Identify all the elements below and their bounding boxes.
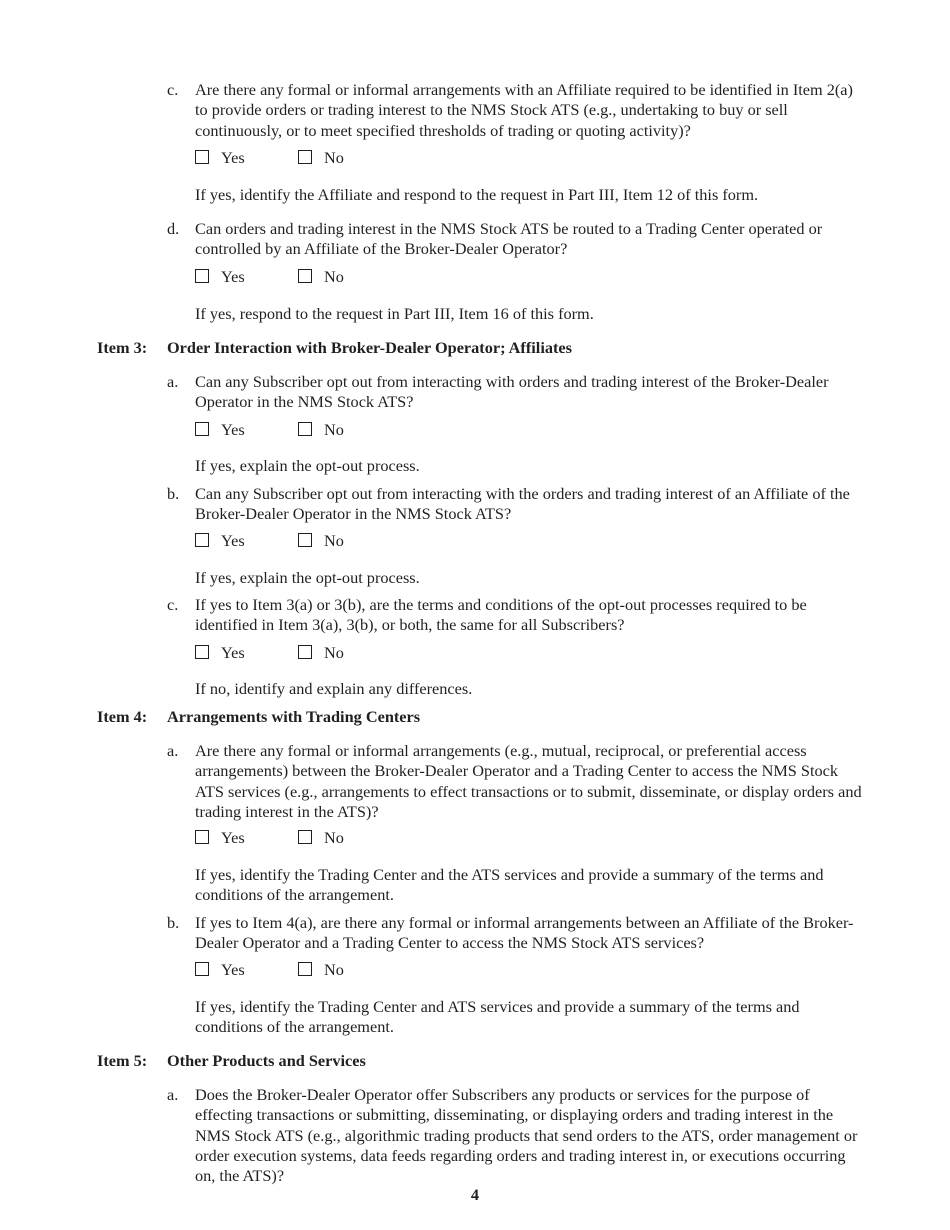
question-2c <box>167 80 867 141</box>
no-label: No <box>324 828 344 847</box>
item-title: Other Products and Services <box>167 1051 366 1070</box>
page-number: 4 <box>470 1185 480 1204</box>
followup-3b: If yes, explain the opt-out process. <box>195 568 420 587</box>
no-label: No <box>324 960 344 979</box>
yes-checkbox-2c[interactable] <box>195 150 209 164</box>
yes-label: Yes <box>221 828 245 847</box>
no-checkbox-2d[interactable] <box>298 269 312 283</box>
yes-label: Yes <box>221 531 245 550</box>
item-title: Order Interaction with Broker-Dealer Operator; Affiliates <box>167 338 572 357</box>
yes-checkbox-3c[interactable] <box>195 645 209 659</box>
question-text: Are there any formal or informal arrangements with an Affiliate required to be identified in Item 2(a) to provide orders or trading interest to the NMS Stock ATS (e.g., undertaking to buy or sell continuously, or to meet specified thresholds of trading or quoting activity)? <box>195 80 853 140</box>
question-3b <box>167 484 867 525</box>
yes-label: Yes <box>221 267 245 286</box>
yes-label: Yes <box>221 960 245 979</box>
item-number: Item 5: <box>97 1051 148 1070</box>
question-letter: c. <box>167 595 179 614</box>
question-text: If yes to Item 4(a), are there any formal or informal arrangements between an Affiliate of the Broker-Dealer Operator and a Trading Center to access the NMS Stock ATS services? <box>195 913 854 953</box>
question-letter: b. <box>167 484 180 503</box>
question-3a <box>167 372 867 413</box>
question-letter: b. <box>167 913 180 932</box>
item-title: Arrangements with Trading Centers <box>167 707 421 726</box>
question-text: Can orders and trading interest in the NMS Stock ATS be routed to a Trading Center operated or controlled by an Affiliate of the Broker-Dealer Operator? <box>195 219 823 259</box>
question-2d <box>167 219 867 260</box>
question-4a <box>167 741 867 822</box>
question-text: Does the Broker-Dealer Operator offer Subscribers any products or services for the purpose of effecting transactions or submitting, disseminating, or displaying orders and trading interest in the NMS Stock ATS (e.g., algorithmic trading products that send orders to the ATS, order management or order execution systems, data feeds regarding orders and trading interest in, or executions occurring on, the ATS)? <box>195 1085 858 1186</box>
followup-2d: If yes, respond to the request in Part III, Item 16 of this form. <box>195 304 594 323</box>
followup-4b: If yes, identify the Trading Center and ATS services and provide a summary of the terms and conditions of the arrangement. <box>195 997 800 1037</box>
followup-3a: If yes, explain the opt-out process. <box>195 456 420 475</box>
followup-2c: If yes, identify the Affiliate and respond to the request in Part III, Item 12 of this form. <box>195 185 759 204</box>
question-letter: d. <box>167 219 180 238</box>
no-checkbox-3a[interactable] <box>298 422 312 436</box>
question-text: Can any Subscriber opt out from interacting with orders and trading interest of the Broker-Dealer Operator in the NMS Stock ATS? <box>195 372 829 412</box>
item-number: Item 3: <box>97 338 148 357</box>
question-letter: a. <box>167 372 179 391</box>
yes-checkbox-2d[interactable] <box>195 269 209 283</box>
yes-label: Yes <box>221 420 245 439</box>
no-checkbox-4a[interactable] <box>298 830 312 844</box>
no-label: No <box>324 267 344 286</box>
yes-label: Yes <box>221 643 245 662</box>
yes-checkbox-4a[interactable] <box>195 830 209 844</box>
no-label: No <box>324 148 344 167</box>
question-4b <box>167 913 867 954</box>
no-checkbox-3b[interactable] <box>298 533 312 547</box>
question-letter: a. <box>167 741 179 760</box>
no-checkbox-2c[interactable] <box>298 150 312 164</box>
followup-3c: If no, identify and explain any differences. <box>195 679 473 698</box>
followup-4a: If yes, identify the Trading Center and the ATS services and provide a summary of the terms and conditions of the arrangement. <box>195 865 824 905</box>
no-checkbox-4b[interactable] <box>298 962 312 976</box>
question-3c <box>167 595 867 636</box>
question-text: If yes to Item 3(a) or 3(b), are the terms and conditions of the opt-out processes required to be identified in Item 3(a), 3(b), or both, the same for all Subscribers? <box>195 595 807 635</box>
question-text: Can any Subscriber opt out from interacting with the orders and trading interest of an Affiliate of the Broker-Dealer Operator in the NMS Stock ATS? <box>195 484 850 524</box>
question-5a <box>167 1085 867 1186</box>
question-letter: a. <box>167 1085 179 1104</box>
yes-checkbox-3b[interactable] <box>195 533 209 547</box>
question-text: Are there any formal or informal arrangements (e.g., mutual, reciprocal, or preferential access arrangements) between the Broker-Dealer Operator and a Trading Center to access the NMS Stock ATS services (e.g., arrangements to effect transactions or to submit, disseminate, or display orders and trading interest in the ATS)? <box>195 741 862 821</box>
item-number: Item 4: <box>97 707 148 726</box>
no-label: No <box>324 531 344 550</box>
no-checkbox-3c[interactable] <box>298 645 312 659</box>
no-label: No <box>324 643 344 662</box>
question-letter: c. <box>167 80 179 99</box>
yes-checkbox-4b[interactable] <box>195 962 209 976</box>
no-label: No <box>324 420 344 439</box>
yes-label: Yes <box>221 148 245 167</box>
yes-checkbox-3a[interactable] <box>195 422 209 436</box>
